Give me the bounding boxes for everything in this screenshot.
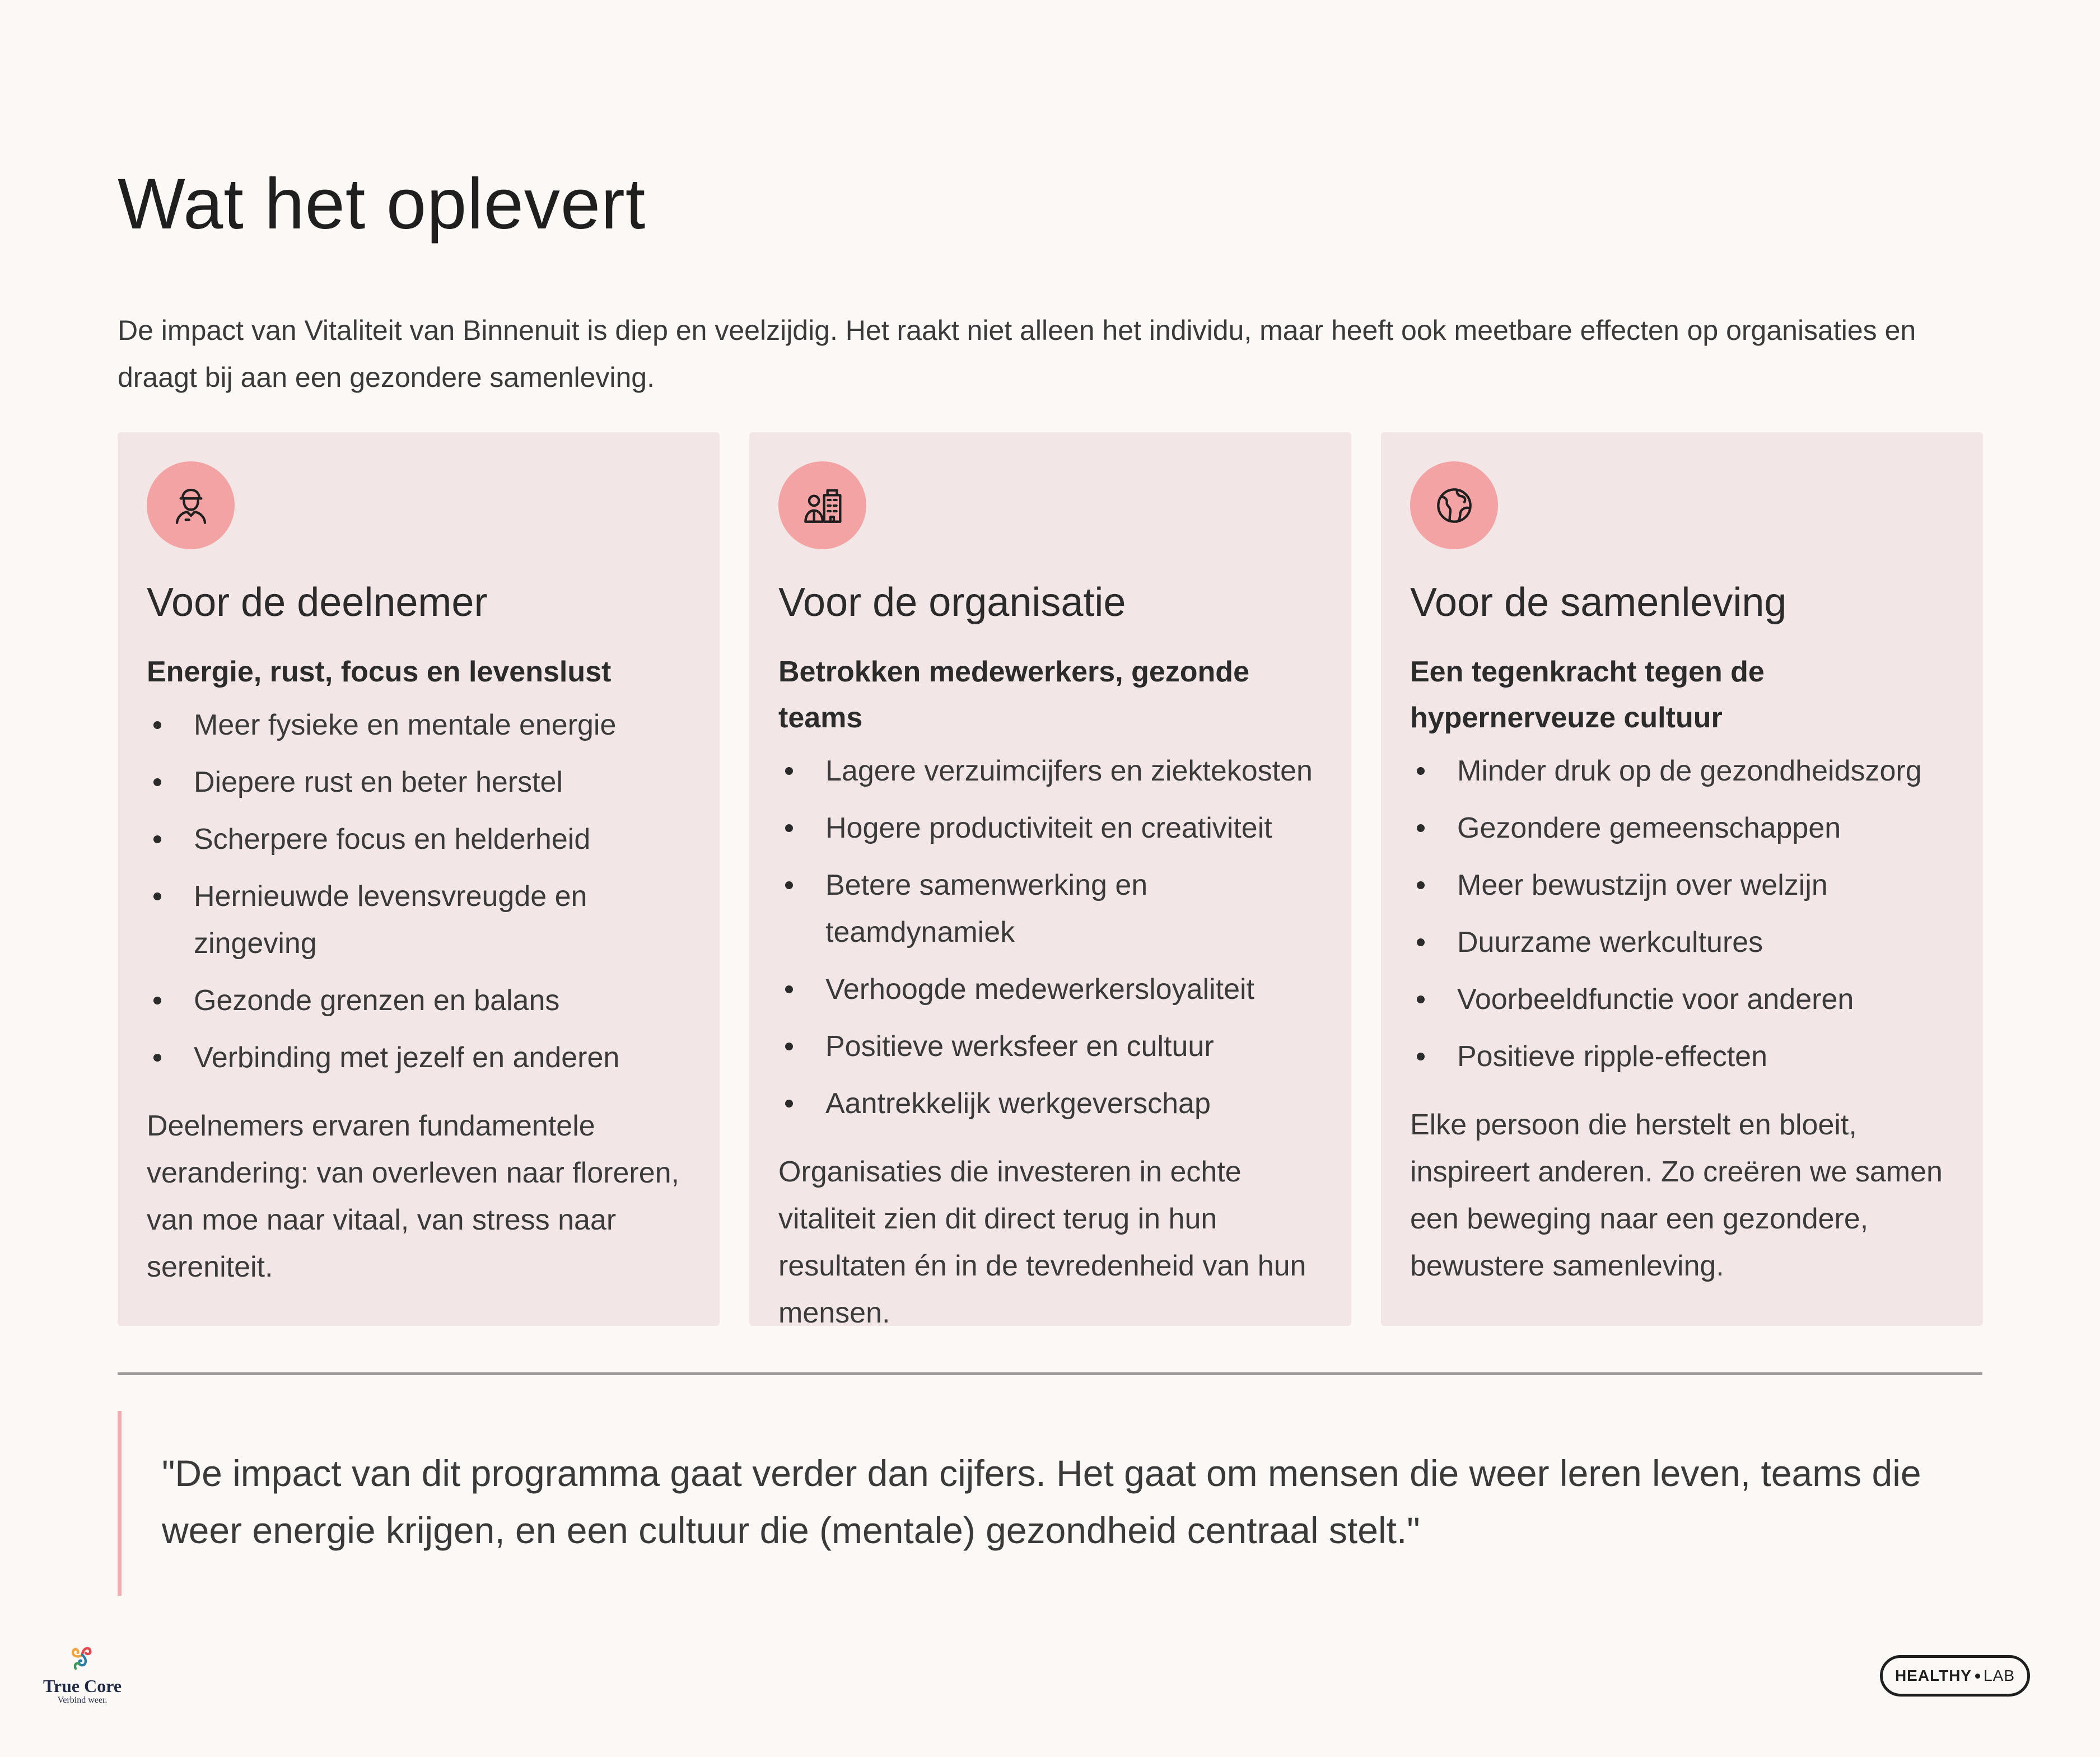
card-description: Deelnemers ervaren fundamentele verandering: van overleven naar floreren, van moe naar vitaal, van stress naar sereniteit. (147, 1110, 680, 1283)
card-participant (118, 432, 720, 1326)
card-heading: Voor de organisatie (778, 580, 1126, 625)
card-list (778, 747, 1322, 1127)
section-divider (118, 1372, 1982, 1375)
card-organization (749, 432, 1351, 1329)
list-item: Scherpere focus en helderheid (147, 816, 690, 863)
list-item: Verbinding met jezelf en anderen (147, 1034, 690, 1081)
dot-icon (1975, 1674, 1980, 1679)
card-heading: Voor de deelnemer (147, 580, 488, 625)
list-item: Positieve werksfeer en cultuur (778, 1023, 1322, 1070)
person-icon (147, 461, 235, 549)
card-subheading: Een tegenkracht tegen de hypernerveuze cultuur (1410, 656, 1765, 734)
card-heading: Voor de samenleving (1410, 580, 1787, 625)
list-item: Gezondere gemeenschappen (1410, 805, 1954, 852)
brand-name: True Core (43, 1676, 122, 1696)
list-item: Verhoogde medewerkersloyaliteit (778, 966, 1322, 1013)
list-item: Lagere verzuimcijfers en ziektekosten (778, 747, 1322, 795)
list-item: Minder druk op de gezondheidszorg (1410, 747, 1954, 795)
globe-icon (1410, 461, 1498, 549)
page-title: Wat het oplevert (118, 164, 646, 244)
benefit-cards (118, 432, 1982, 1329)
healthy-lab-word-bold: HEALTHY (1894, 1667, 1972, 1684)
person-building-icon (778, 461, 866, 549)
list-item: Gezonde grenzen en balans (147, 977, 690, 1024)
list-item: Duurzame werkcultures (1410, 919, 1954, 966)
card-description: Organisaties die investeren in echte vitaliteit zien dit direct terug in hun resultaten én in de tevredenheid van hun mensen. (778, 1156, 1306, 1329)
card-subheading: Betrokken medewerkers, gezonde teams (778, 656, 1249, 734)
healthy-lab-logo (1880, 1655, 2030, 1697)
intro-paragraph: De impact van Vitaliteit van Binnenuit is diep en veelzijdig. Het raakt niet alleen het individu, maar heeft ook meetbare effecten op organisaties en draagt bij aan een gezondere samenleving. (118, 315, 1916, 393)
triskelion-icon (60, 1635, 105, 1675)
list-item: Positieve ripple-effecten (1410, 1033, 1954, 1080)
card-description: Elke persoon die herstelt en bloeit, inspireert anderen. Zo creëren we samen een beweging naar een gezondere, bewustere samenleving. (1410, 1109, 1943, 1282)
list-item: Voorbeeldfunctie voor anderen (1410, 976, 1954, 1023)
card-list (147, 702, 690, 1081)
healthy-lab-word-light: LAB (1984, 1667, 2015, 1684)
list-item: Diepere rust en beter herstel (147, 759, 690, 806)
list-item: Aantrekkelijk werkgeverschap (778, 1080, 1322, 1127)
card-list (1410, 747, 1954, 1080)
list-item: Hogere productiviteit en creativiteit (778, 805, 1322, 852)
testimonial-quote (118, 1411, 1982, 1596)
card-society (1381, 432, 1983, 1326)
list-item: Betere samenwerking en teamdynamiek (778, 862, 1322, 956)
card-subheading: Energie, rust, focus en levenslust (147, 656, 612, 688)
list-item: Meer fysieke en mentale energie (147, 702, 690, 749)
brand-tagline: Verbind weer. (57, 1695, 108, 1705)
list-item: Hernieuwde levensvreugde en zingeving (147, 873, 690, 967)
true-core-logo (40, 1635, 124, 1705)
list-item: Meer bewustzijn over welzijn (1410, 862, 1954, 909)
quote-text: "De impact van dit programma gaat verder dan cijfers. Het gaat om mensen die weer leren leven, teams die weer energie krijgen, en een cultuur die (mentale) gezondheid centraal stelt." (162, 1452, 1921, 1551)
